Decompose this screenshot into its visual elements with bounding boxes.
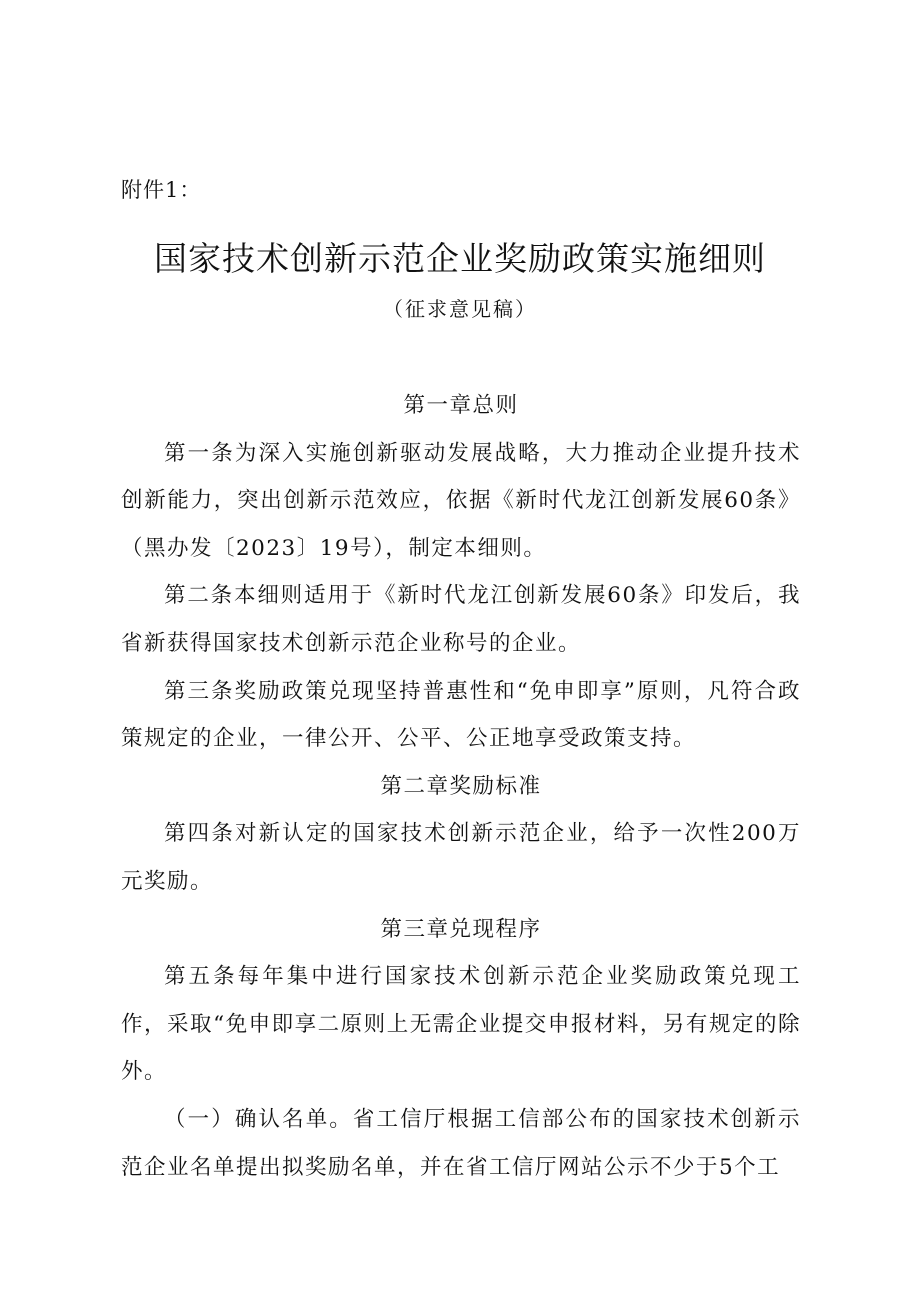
document-subtitle: （征求意见稿） bbox=[383, 297, 537, 321]
article-5-item-1: （一）确认名单。省工信厅根据工信部公布的国家技术创新示范企业名单提出拟奖励名单，并在省工信厅网站公示不少于5个工 bbox=[121, 1106, 801, 1180]
article-5: 第五条每年集中进行国家技术创新示范企业奖励政策兑现工作，采取“免申即享二原则上无需企业提交申报材料，另有规定的除外。 bbox=[121, 964, 801, 1085]
article-2: 第二条本细则适用于《新时代龙江创新发展60条》印发后，我省新获得国家技术创新示范企业称号的企业。 bbox=[121, 583, 801, 656]
document-body bbox=[121, 382, 801, 1191]
chapter-2-heading: 第二章奖励标准 bbox=[380, 773, 542, 799]
chapter-3-heading: 第三章兑现程序 bbox=[380, 916, 542, 942]
attachment-label: 附件1： bbox=[121, 178, 202, 202]
article-4: 第四条对新认定的国家技术创新示范企业，给予一次性200万元奖励。 bbox=[121, 821, 801, 894]
chapter-1-heading: 第一章总则 bbox=[403, 393, 519, 418]
article-1: 第一条为深入实施创新驱动发展战略，大力推动企业提升技术创新能力，突出创新示范效应，依据《新时代龙江创新发展60条》（黑办发〔2023〕19号），制定本细则。 bbox=[121, 440, 801, 561]
article-3: 第三条奖励政策兑现坚持普惠性和“免申即享”原则，凡符合政策规定的企业，一律公开、公平、公正地享受政策支持。 bbox=[121, 678, 801, 752]
document-title: 国家技术创新示范企业奖励政策实施细则 bbox=[154, 239, 766, 278]
